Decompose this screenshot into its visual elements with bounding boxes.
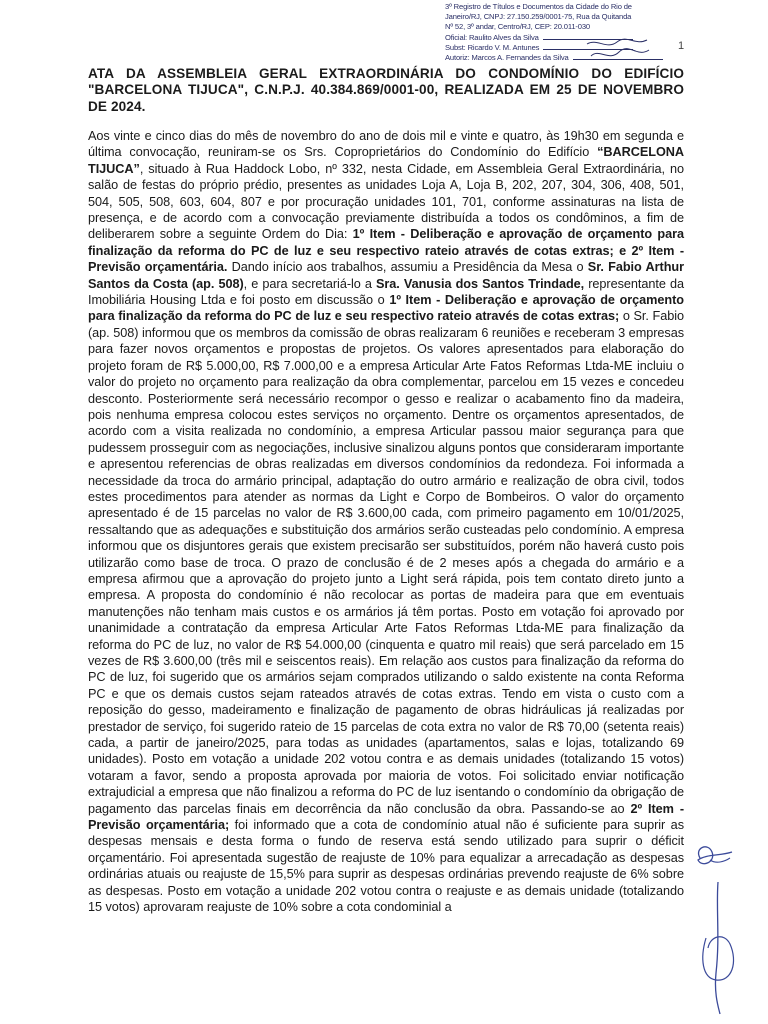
body-text-bold: 1º Item - Deliberação e aprovação de orçamento para finalização da reforma do PC de luz e seu respectivo rateio através de cotas extras; xyxy=(88,293,684,324)
stamp-subst-name: Subst: Ricardo V. M. Antunes xyxy=(445,42,540,52)
body-text: o Sr. Fabio (ap. 508) informou que os membros da comissão de obras realizaram 6 reuniões e receberam 3 empresas para fazer novos orçamentos e propostas de projetos. Os valores apresentados para elaboração do projeto foram de R$ 5.000,00, R$ 7.000,00 e a empresa Articular Arte Fatos Reformas Ltda-ME incluiu o valor do projeto no orçamento para realização da obra complementar, parcelou em 15 vezes e concedeu desconto. Posteriormente será necessário recompor o gesso e realizar o acabamento fino da madeira, pois nenhuma empresa colocou estes serviços no orçamento. Dentre os orçamentos apresentados, de acordo com a visita realizada no condomínio, a empresa Articular passou maior segurança para que pudessem prosseguir com as negociações, inclusive sinalizou alguns pontos que consideraram importante e apresentou referencias de obras realizadas em diversos condomínios da redondeza. Foi informada a necessidade da troca do armário principal, adaptação do outro armário e realização de obra civil, todos estes procedimentos para atender as normas da Light e Corpo de Bombeiros. O valor do orçamento apresentado é de 15 parcelas no valor de R$ 3.600,00 cada, com primeiro pagamento em 10/01/2025, ressaltando que as adequações e substituição dos armários serão custeadas pelo condomínio. A empresa informou que os disjuntores gerais que existem precisarão ser substituídos, porém não haverá custo pois utilizarão como base de troca. O prazo de conclusão é de 2 meses após a chegada do armário e a empresa afirmou que a aprovação do projeto junto a Light será rápida, pois tem contato direto junto a empresa. A proposta do condomínio é não recolocar as portas de madeira para que em eventuais manutenções não tenham mais custos e os armários já têm portas. Posto em votação foi aprovado por unanimidade a contratação da empresa Articular Arte Fatos Reformas Ltda-ME para finalização da reforma do PC de luz, no valor de R$ 54.000,00 (cinquenta e quatro mil reais) que será parcelado em 15 vezes de R$ 3.600,00 (três mil e seiscentos reais). Em relação aos custos para finalização da reforma do PC de luz, foi sugerido que os armários sejam comprados utilizando o saldo existente na conta Reforma PC e que os demais custos sejam rateados através de cotas extras. Tendo em vista o custo com a reposição do gesso, madeiramento e finalização de pagamento de obras hidráulicas já realizadas por prestador de serviço, foi sugerido rateio de 15 parcelas de cota extra no valor de R$ 70,00 (setenta reais) cada, a partir de janeiro/2025, para todas as unidades (apartamentos, salas e lojas, totalizando 69 unidades). Posto em votação a unidade 202 votou contra e as demais unidades (totalizando 15 votos) votaram a favor, sendo a proposta aprovada por maioria de votos. Foi solicitado enviar notificação extrajudicial a empresa que não finalizou a reforma do PC de luz isentando o condomínio da obrigação de pagamento das parcelas finais em decorrência da não conclusão da obra. Passando-se ao xyxy=(88,309,684,816)
body-text: , e para secretariá-lo a xyxy=(243,276,376,291)
stamp-signature-scribble xyxy=(583,36,653,66)
body-text: representante da Imobiliária Housing Ltda e foi posto em discussão o xyxy=(88,276,684,308)
body-text-bold: 1º Item - Deliberação e aprovação de orçamento para finalização da reforma do PC de luz e seu respectivo rateio através de cotas extras; e 2º Item - Previsão orçamentária. xyxy=(88,227,685,275)
document-body xyxy=(88,128,684,916)
page-number: 1 xyxy=(678,40,685,52)
body-text: Aos vinte e cinco dias do mês de novembro do ano de dois mil e vinte e quatro, às 19h30 em segunda e última convocação, reuniram-se os Srs. Coproprietários do Condomínio do Edifício xyxy=(88,129,684,160)
body-text: Dando início aos trabalhos, assumiu a Presidência da Mesa o xyxy=(227,260,588,275)
body-text-bold: Sra. Vanusia dos Santos Trindade, xyxy=(376,276,585,291)
document-title: ATA DA ASSEMBLEIA GERAL EXTRAORDINÁRIA DO CONDOMÍNIO DO EDIFÍCIO "BARCELONA TIJUCA", C.N.P.J. 40.384.869/0001-00, REALIZADA EM 25 DE NOVEMBRO DE 2024. xyxy=(88,66,684,114)
stamp-line-address: Nº 52, 3º andar, Centro/RJ, CEP: 20.011-030 xyxy=(445,22,591,32)
margin-rubric-icon xyxy=(690,838,740,878)
body-text: foi informado que a cota de condomínio atual não é suficiente para suprir as despesas mensais e desta forma o fundo de reserva está sendo utilizado para suprir o déficit orçamentário. Foi apresentada sugestão de reajuste de 10% para equalizar a arrecadação as despesas ordinárias atuais ou reajuste de 15,5% para suprir as despesas ordinárias prevendo reajuste de 6% sobre as despesas. Posto em votação a unidade 202 votou contra o reajuste e as demais unidade (totalizando 15 votos) aprovaram reajuste de 10% sobre a cota condominial a xyxy=(88,818,684,915)
body-text-bold: “BARCELONA TIJUCA” xyxy=(88,145,684,176)
body-text-bold: 2º Item - Previsão orçamentária; xyxy=(88,801,684,833)
stamp-oficial-name: Oficial: Raulito Alves da Silva xyxy=(445,32,539,42)
stamp-line-registry: 3º Registro de Títulos e Documentos da Cidade do Rio de xyxy=(445,2,632,11)
stamp-line-cnpj: Janeiro/RJ, CNPJ: 27.150.259/0001-75, Rua da Quitanda xyxy=(445,12,632,22)
stamp-autoriz-name: Autoriz: Marcos A. Fernandes da Silva xyxy=(445,53,569,63)
margin-signature-icon xyxy=(696,878,746,1018)
body-text-bold: Sr. Fabio Arthur Santos da Costa (ap. 508) xyxy=(88,260,684,291)
body-text: , situado à Rua Haddock Lobo, nº 332, nesta Cidade, em Assembleia Geral Extraordinária, no salão de festas do próprio prédio, presentes as unidades Loja A, Loja B, 202, 207, 304, 306, 408, 501, 504, 505, 508, 603, 604, 807 e por procuração unidades 101, 701, conforme assinaturas na lista de presença, e de acordo com a convocação previamente distribuída a todos os condôminos, a fim de deliberarem sobre a seguinte Ordem do Dia: xyxy=(88,161,684,242)
registry-stamp xyxy=(445,2,665,63)
